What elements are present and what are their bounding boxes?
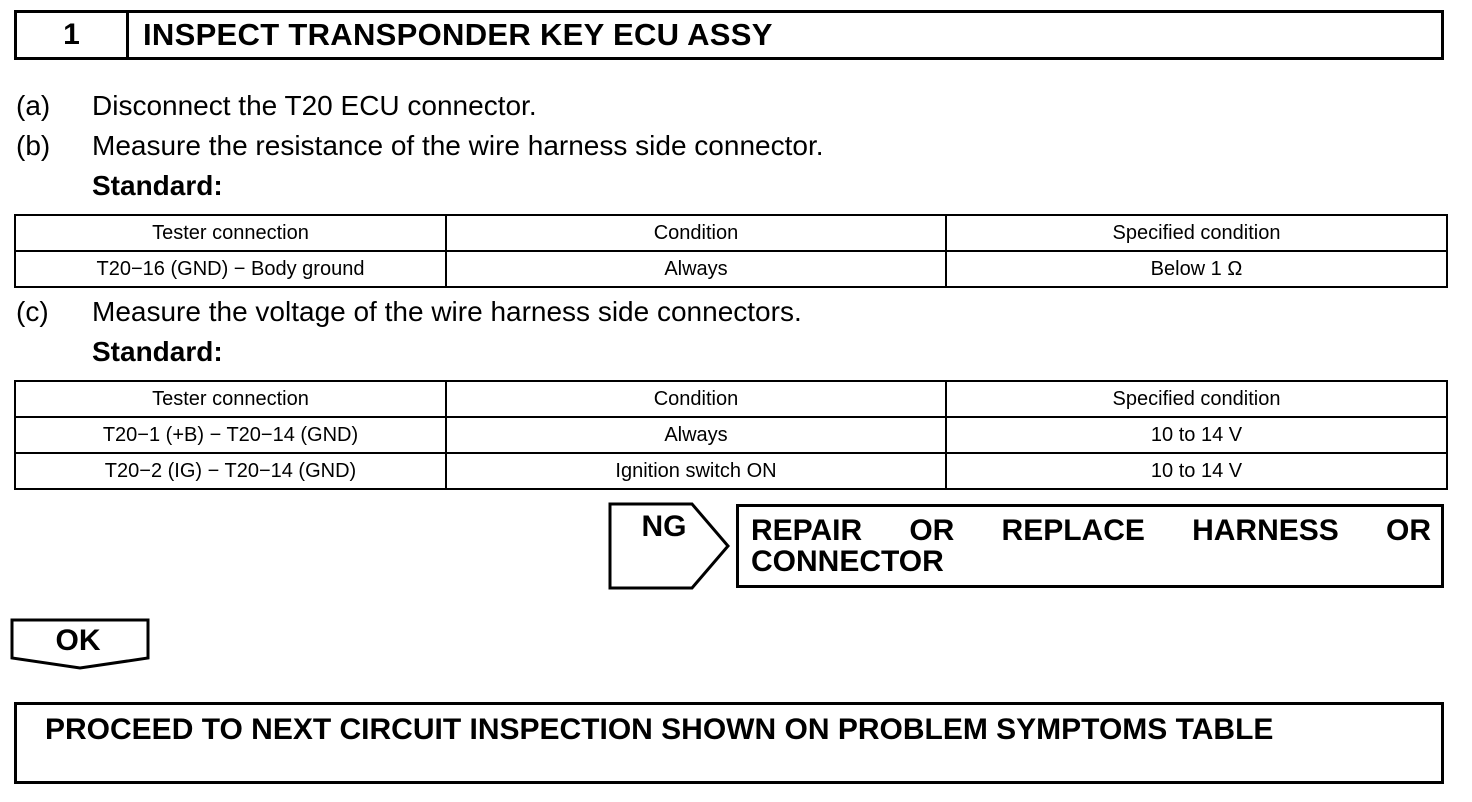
ng-label: NG: [641, 510, 687, 543]
table-cell: T20−16 (GND) − Body ground: [15, 251, 446, 287]
table-row: [15, 453, 1447, 489]
step-number: 1: [17, 13, 129, 57]
ng-result-word: OR: [909, 514, 955, 547]
table-row: [15, 251, 1447, 287]
table-cell: T20−2 (IG) − T20−14 (GND): [15, 453, 446, 489]
table-cell: T20−1 (+B) − T20−14 (GND): [15, 417, 446, 453]
table-cell: Below 1 Ω: [946, 251, 1447, 287]
column-header: Condition: [446, 381, 946, 417]
table-cell: Always: [446, 251, 946, 287]
ng-result-box: [736, 504, 1444, 588]
standard-label-resistance: Standard:: [92, 170, 223, 201]
ng-result-line2: CONNECTOR: [751, 545, 944, 578]
table-cell: Ignition switch ON: [446, 453, 946, 489]
table-header-row: [15, 381, 1447, 417]
table-row: [15, 417, 1447, 453]
table-cell: 10 to 14 V: [946, 453, 1447, 489]
instruction-a-text: Disconnect the T20 ECU connector.: [92, 90, 537, 121]
instruction-b-text: Measure the resistance of the wire harness side connector.: [92, 130, 824, 161]
table-header-row: [15, 215, 1447, 251]
ng-result-word: HARNESS: [1192, 514, 1339, 547]
instruction-a-marker: (a): [16, 90, 51, 121]
column-header: Specified condition: [946, 381, 1447, 417]
ng-result-word: REPLACE: [1001, 514, 1145, 547]
instruction-c-marker: (c): [16, 296, 49, 327]
instruction-b-marker: (b): [16, 130, 51, 161]
table-cell: Always: [446, 417, 946, 453]
final-action-box: [14, 702, 1444, 784]
table-cell: 10 to 14 V: [946, 417, 1447, 453]
step-header: [14, 10, 1444, 60]
ng-result-word: OR: [1386, 514, 1431, 547]
standard-label-voltage: Standard:: [92, 336, 223, 367]
ng-result-word: REPAIR: [751, 514, 863, 547]
column-header: Tester connection: [15, 215, 446, 251]
final-action-text: PROCEED TO NEXT CIRCUIT INSPECTION SHOWN ON PROBLEM SYMPTOMS TABLE: [45, 713, 1274, 746]
resistance-spec-table: [14, 214, 1448, 288]
voltage-spec-table: [14, 380, 1448, 490]
ok-label: OK: [55, 624, 101, 657]
step-title: INSPECT TRANSPONDER KEY ECU ASSY: [143, 17, 773, 52]
column-header: Condition: [446, 215, 946, 251]
ng-result-line1: [751, 515, 1431, 546]
column-header: Tester connection: [15, 381, 446, 417]
instruction-c-text: Measure the voltage of the wire harness side connectors.: [92, 296, 802, 327]
column-header: Specified condition: [946, 215, 1447, 251]
